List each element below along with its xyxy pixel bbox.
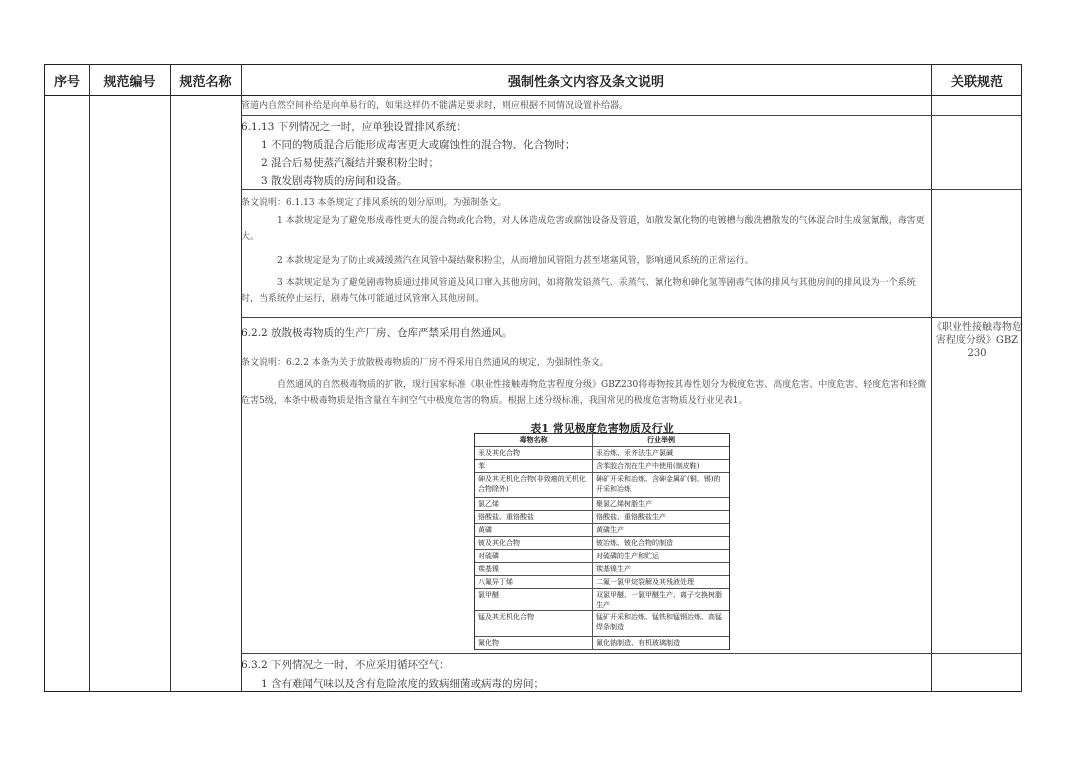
- hazard-row: [475, 537, 729, 550]
- hazard-industry: 铬酸盐、重铬酸盐生产: [596, 513, 666, 521]
- hazard-table-head: [475, 434, 729, 447]
- hazard-industry: 黄磷生产: [596, 526, 624, 534]
- hazard-industry: 含苯胶合剂在生产中使用(制皮鞋): [596, 462, 700, 470]
- row-divider: [241, 115, 1021, 116]
- hazard-rows: [475, 447, 729, 650]
- hazard-row: [475, 447, 729, 460]
- hazard-industry: 对硫磷的生产和贮运: [596, 552, 659, 560]
- hazard-industry: 汞冶炼、汞齐法生产氯碱: [596, 449, 673, 457]
- explanation-item: 2 本款规定是为了防止或减缓蒸汽在风管中凝结聚积粉尘，从而增加风管阻力甚至堵塞风管，影响通风系统的正常运行。: [277, 256, 754, 266]
- hazard-substance: 八氟异丁烯: [475, 576, 593, 588]
- explanation-heading: 条文说明：6.1.13 本条规定了排风系统的划分原则，为强制条文。: [241, 198, 507, 208]
- content-line: 管道内自然空间补给是向单易行的，如果这样仍不能满足要求时，则应根据不同情况设置补给器。: [241, 101, 629, 111]
- hazard-industry: 聚氯乙烯树脂生产: [596, 500, 652, 508]
- header-name: 规范名称: [179, 74, 232, 90]
- hazard-row: [475, 473, 729, 498]
- hazard-substance: 砷及其无机化合物(非致癌的无机化合物除外): [475, 473, 593, 497]
- table1-title: 表1 常见极度危害物质及行业: [530, 422, 674, 435]
- hazard-industry: 羰基镍生产: [596, 565, 631, 573]
- col-divider: [170, 65, 171, 691]
- hazard-row: [475, 460, 729, 473]
- hazard-row: [475, 511, 729, 524]
- col-divider: [89, 65, 90, 691]
- clause-heading: 6.1.13 下列情况之一时，应单独设置排风系统：: [241, 121, 467, 133]
- related-standard: 《职业性接触毒物危害程度分级》GBZ 230: [932, 322, 1022, 359]
- clause-item: 2 混合后易使蒸汽凝结并聚积粉尘时；: [261, 157, 440, 169]
- hazard-substance: 黄磷: [475, 524, 593, 536]
- clause-item: 1 不同的物质混合后能形成毒害更大或腐蚀性的混合物、化合物时；: [261, 139, 576, 151]
- hazard-substance: 氯甲醚: [475, 589, 593, 610]
- hazard-substance: 铬酸盐、重铬酸盐: [475, 511, 593, 523]
- clause-item: 3 散发剧毒物质的房间和设备。: [261, 175, 408, 187]
- hazard-row: [475, 550, 729, 563]
- hazard-row: [475, 576, 729, 589]
- col-divider: [931, 65, 932, 691]
- header-seq: 序号: [53, 74, 80, 90]
- hazard-industry: 锰矿开采和冶炼、锰铁和锰钢冶炼、高锰焊条制造: [596, 613, 722, 631]
- hazard-table: [474, 433, 730, 650]
- header-divider: [45, 95, 1021, 96]
- explanation-heading: 条文说明：6.2.2 本条为关于放散极毒物质的厂房不得采用自然通风的规定，为强制性条文。: [241, 358, 609, 368]
- hazard-industry: 砷矿开采和冶炼、含砷金属矿(铜、锡)的开采和冶炼: [596, 475, 721, 493]
- hazard-industry: 氰化钠制造、有机玻璃制造: [596, 639, 680, 647]
- hazard-row: [475, 637, 729, 650]
- hazard-substance: 对硫磷: [475, 550, 593, 562]
- hazard-row: [475, 563, 729, 576]
- header-code: 规范编号: [103, 74, 156, 90]
- hazard-substance: 锰及其无机化合物: [475, 611, 593, 636]
- explanation-item: 3 本款规定是为了避免剧毒物质通过排风管道及风口窜入其他房间，如将散发铅蒸气、汞蒸气、氰化物和砷化氢等剧毒气体的排风与其他房间的排风设为一个系统时，当系统停止运行，剧毒气体可能通过风管窜入其他房间。: [241, 278, 916, 304]
- hazard-substance: 汞及其化合物: [475, 447, 593, 459]
- hazard-row: [475, 524, 729, 537]
- hazard-industry: 铍冶炼、铍化合物的制造: [596, 539, 673, 547]
- hazard-substance: 苯: [475, 460, 593, 472]
- hazard-industry: 二氟一氯甲烷裂解及其残液处理: [596, 578, 694, 586]
- clause-item: 1 含有难闻气味以及含有危险浓度的致病细菌或病毒的房间；: [261, 678, 545, 690]
- hazard-row: [475, 498, 729, 511]
- hazard-head-substance: 毒物名称: [475, 434, 593, 446]
- header-content: 强制性条文内容及条文说明: [507, 74, 664, 90]
- hazard-substance: 氰化物: [475, 637, 593, 649]
- header-related: 关联规范: [950, 74, 1003, 90]
- hazard-substance: 铍及其化合物: [475, 537, 593, 549]
- clause-heading: 6.2.2 放散极毒物质的生产厂房、仓库严禁采用自然通风。: [241, 327, 513, 339]
- hazard-row: [475, 589, 729, 611]
- hazard-row: [475, 611, 729, 637]
- clause-heading: 6.3.2 下列情况之一时，不应采用循环空气：: [241, 659, 450, 671]
- hazard-substance: 羰基镍: [475, 563, 593, 575]
- hazard-head-industry: 行业举例: [647, 435, 675, 444]
- explanation-paragraph: 自然通风的自然极毒物质的扩散，现行国家标准《职业性接触毒物危害程度分级》GBZ230将毒物按其毒性划分为极度危害、高度危害、中度危害、轻度危害和轻微危害5级，本条中极毒物质是指含量在车间空气中极度危害的物质。根据上述分级标准，我国常见的极度危害物质及行业见表1。: [241, 380, 927, 406]
- hazard-substance: 氯乙烯: [475, 498, 593, 510]
- explanation-item: 1 本款规定是为了避免形成毒性更大的混合物或化合物，对人体造成危害或腐蚀设备及管道，如散发氰化物的电镀槽与酸洗槽散发的气体混合时生成氢氰酸，毒害更大。: [241, 216, 925, 242]
- hazard-industry: 双氯甲醚、一氯甲醚生产、离子交换树脂生产: [596, 591, 722, 609]
- row-divider: [241, 653, 1021, 654]
- row-divider: [241, 189, 1021, 190]
- row-divider: [241, 317, 1021, 318]
